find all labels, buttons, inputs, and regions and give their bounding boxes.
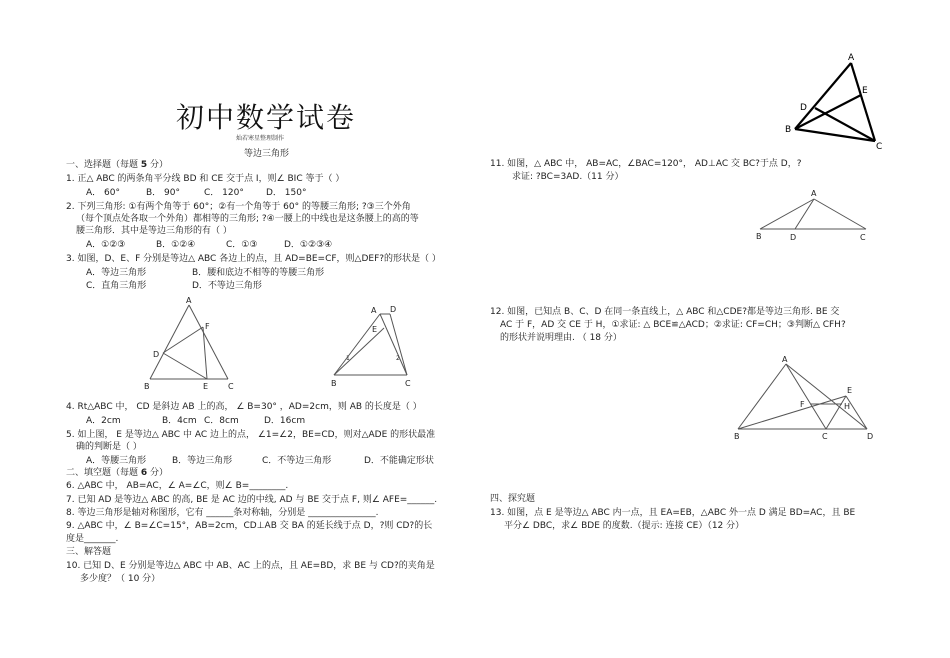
q4-option-c: C．8cm	[204, 416, 239, 426]
section-unit: 分）	[150, 468, 169, 478]
fig-q12-label-c: C	[822, 432, 828, 441]
section-fill-heading	[66, 468, 168, 479]
fig-q11-label-d: D	[790, 233, 797, 242]
section-points: 5	[140, 160, 148, 170]
q1-option-a: A． 60°	[86, 188, 120, 198]
q3-option-c: C．直角三角形	[86, 281, 147, 291]
fig-q12-label-d: D	[867, 432, 874, 441]
q5-option-d: D．不能确定形状	[364, 456, 434, 466]
page-title: 初中数学试卷	[176, 101, 357, 134]
q1-option-d: D． 150°	[266, 188, 307, 198]
question-13-line-1: 13. 如图，点 E 是等边△ ABC 内一点，且 EA=EB，△ABC 外一点 D 满足 BD=AC，且 BE	[490, 508, 856, 518]
section-label: 二、填空题（每题	[66, 468, 139, 478]
fig-q12-label-f: F	[800, 400, 805, 409]
fig-q3-label-f: F	[205, 322, 210, 331]
question-9-line-2: 度是_______.	[66, 534, 119, 544]
q4-option-a: A．2cm	[86, 416, 121, 426]
section-explore-heading: 四、探究题	[490, 494, 536, 504]
question-9-line-1: 9. △ABC 中，∠ B=∠C=15°，AB=2cm，CD⊥AB 交 BA 的延长线于点 D，?则 CD?的长	[66, 521, 433, 531]
fig-q12-side-ed	[846, 396, 867, 429]
fig-q5-seg-be	[334, 328, 384, 375]
fig-top-label-c: C	[876, 142, 883, 152]
question-5-line-1: 5. 如上图， E 是等边△ ABC 中 AC 边上的点， ∠1=∠2，BE=CD，则对△ADE 的形状最准	[66, 430, 436, 440]
section-answer-heading: 三、解答题	[66, 547, 112, 557]
fig-top-side-ab	[795, 63, 851, 129]
question-3: 3. 如图，D、E、F 分别是等边△ ABC 各边上的点，且 AD=BE=CF，则△DEF?的形状是（ ）	[66, 254, 441, 264]
figure-q12-two-equilateral-triangles	[730, 352, 880, 444]
q3-option-b: B．腰和底边不相等的等腰三角形	[192, 268, 325, 278]
fig-q3-label-a: A	[186, 296, 192, 305]
fig-q12-side-ab	[738, 364, 786, 429]
fig-q12-label-a: A	[782, 355, 788, 364]
figure-q10-triangle	[784, 50, 894, 154]
question-12-line-2: AC 于 F，AD 交 CE 于 H，①求证: △ BCE≌△ACD；②求证: CF=CH；③判断△ CFH?	[500, 320, 846, 330]
fig-q12-label-e: E	[847, 386, 853, 395]
q4-option-d: D．16cm	[264, 416, 306, 426]
q3-option-d: D．不等边三角形	[192, 281, 262, 291]
q5-option-c: C．不等边三角形	[262, 456, 332, 466]
fig-q12-label-h: H	[844, 402, 851, 411]
fig-q3-label-b: B	[144, 382, 150, 391]
q4-option-b: B．4cm	[162, 416, 197, 426]
q2-option-a: A．①②③	[86, 240, 126, 250]
section-unit: 分）	[150, 160, 169, 170]
fig-q5-angle-2: 2	[396, 355, 400, 362]
fig-q3-label-e: E	[203, 382, 209, 391]
q2-option-d: D．①②③④	[284, 240, 333, 250]
fig-q5-side-ac	[380, 314, 407, 375]
q2-option-c: C．①③	[226, 240, 258, 250]
fig-q12-side-ac	[786, 364, 826, 429]
question-10-line-2: 多少度？（ 10 分）	[80, 574, 161, 584]
fig-q3-label-c: C	[228, 382, 234, 391]
question-4: 4. Rt△ABC 中， CD 是斜边 AB 上的高， ∠ B=30° ，AD=2cm，则 AB 的长度是（ ）	[66, 402, 422, 412]
figure-q11-triangle	[752, 186, 874, 246]
fig-top-label-b: B	[785, 125, 792, 135]
q3-option-a: A．等边三角形	[86, 268, 147, 278]
fig-q3-label-d: D	[153, 350, 160, 359]
question-2-line-3: 腰三角形．其中是等边三角形的有（ ）	[76, 226, 232, 236]
question-12-line-3: 的形状并说明理由. （ 18 分）	[500, 333, 622, 343]
fig-q5-label-b: B	[331, 379, 337, 388]
q1-option-b: B． 90°	[146, 188, 180, 198]
question-8: 8. 等边三角形是轴对称图形，它有 ______条对称轴，分别是 _______________.	[66, 508, 379, 518]
fig-top-label-e: E	[862, 86, 868, 96]
fig-q11-side-ab	[760, 199, 814, 229]
question-11-line-1: 11. 如图，△ ABC 中， AB=AC，∠BAC=120°， AD⊥AC 交 BC?于点 D，?	[490, 159, 802, 169]
q1-option-c: C． 120°	[204, 188, 244, 198]
question-2-line-2: （每个顶点处各取一个外角）都相等的三角形; ?④一腰上的中线也是这条腰上的高的等	[76, 214, 419, 224]
fig-q12-seg-be	[738, 396, 846, 429]
fig-q5-label-e: E	[372, 325, 378, 334]
fig-q3-seg-ed	[163, 353, 207, 379]
question-12-line-1: 12. 如图，已知点 B、C、D 在同一条直线上，△ ABC 和△CDE?都是等边三角形. BE 交	[490, 307, 840, 317]
fig-q11-label-a: A	[811, 189, 817, 198]
fig-q12-label-b: B	[734, 432, 740, 441]
question-10-line-1: 10. 已知 D、E 分别是等边△ ABC 中 AB、AC 上的点，且 AE=BD，求 BE 与 CD?的夹角是	[66, 561, 435, 571]
topic-heading: 等边三角形	[244, 149, 290, 159]
fig-q5-label-c: C	[405, 379, 411, 388]
q5-option-a: A．等腰三角形	[86, 456, 147, 466]
fig-q3-side-ac	[189, 305, 228, 379]
section-points: 6	[140, 468, 148, 478]
question-11-line-2: 求证: ?BC=3AD.（11 分）	[512, 172, 624, 182]
fig-top-label-a: A	[848, 53, 855, 63]
figure-q5-triangle-ade	[328, 302, 418, 392]
fig-q5-label-a: A	[371, 306, 377, 315]
fig-q3-side-ab	[150, 305, 189, 379]
question-6: 6. △ABC 中， AB=AC，∠ A=∠C，则∠ B=________.	[66, 481, 289, 491]
author-line: 灿若寒星整理制作	[236, 135, 285, 142]
section-choice-heading	[66, 160, 168, 171]
fig-top-label-d: D	[800, 103, 807, 113]
fig-q11-label-b: B	[756, 232, 762, 241]
fig-q12-seg-ad	[786, 364, 867, 429]
fig-q5-angle-1: 1	[346, 355, 350, 362]
fig-q5-side-ab	[334, 314, 380, 375]
section-label: 一、选择题（每题	[66, 160, 139, 170]
q5-option-b: B．等边三角形	[172, 456, 233, 466]
fig-q11-side-ac	[814, 199, 866, 229]
fig-q11-label-c: C	[860, 233, 866, 242]
question-13-line-2: 平分∠ DBC，求∠ BDE 的度数.（提示: 连接 CE）（12 分）	[504, 521, 745, 531]
fig-q3-seg-df	[163, 327, 203, 353]
figure-q3-triangle-def	[140, 296, 250, 396]
question-5-line-2: 确的判断是（ ）	[76, 442, 142, 452]
question-2-line-1: 2. 下列三角形: ①有两个角等于 60°；②有一个角等于 60° 的等腰三角形; ?③三个外角	[66, 202, 411, 212]
q2-option-b: B．①②④	[156, 240, 196, 250]
question-1: 1. 正△ ABC 的两条角平分线 BD 和 CE 交于点 I，则∠ BIC 等于（ ）	[66, 174, 345, 184]
fig-q11-seg-ad	[795, 199, 814, 229]
question-7: 7. 已知 AD 是等边△ ABC 的高, BE 是 AC 边的中线, AD 与 BE 交于点 F, 则∠ AFE=______.	[66, 495, 438, 505]
fig-q5-label-d: D	[390, 305, 397, 314]
fig-q5-seg-dc	[390, 314, 407, 375]
